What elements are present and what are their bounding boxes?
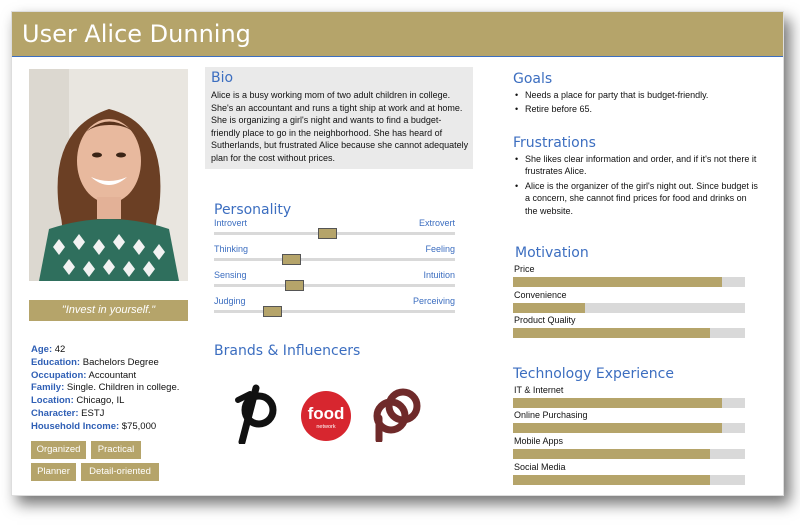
- tech-bar-fill: [513, 398, 722, 408]
- tech-title: Technology Experience: [513, 366, 674, 382]
- trait-marker: [282, 254, 301, 265]
- tech-bar-fill: [513, 449, 710, 459]
- bio-box: [205, 67, 473, 169]
- motivation-bar-fill: [513, 328, 710, 338]
- motivation-row: [513, 290, 745, 316]
- tech-bar-track: [513, 398, 745, 408]
- frustrations-title: Frustrations: [513, 135, 596, 151]
- tag-detail-oriented: Detail-oriented: [81, 463, 159, 481]
- food-network-logo: [300, 390, 352, 447]
- tech-label: Online Purchasing: [514, 410, 588, 420]
- personality-row: [214, 296, 455, 322]
- food-logo-text: food: [307, 404, 345, 423]
- motivation-bar-track: [513, 328, 745, 338]
- motivation-label: Product Quality: [514, 315, 576, 325]
- info-key: Character:: [31, 407, 79, 419]
- tech-row: [513, 410, 745, 436]
- goal-item: • Retire before 65.: [513, 103, 753, 115]
- trait-marker: [285, 280, 304, 291]
- info-key: Location:: [31, 395, 74, 407]
- trait-right-label: Perceiving: [412, 296, 455, 306]
- tech-bar-track: [513, 475, 745, 485]
- persona-card: [11, 11, 784, 496]
- info-row: [31, 370, 179, 383]
- motivation-row: [513, 315, 745, 341]
- tech-row: [513, 385, 745, 411]
- tech-label: IT & Internet: [514, 385, 564, 395]
- personality-row: [214, 270, 455, 296]
- info-value: ESTJ: [81, 407, 105, 419]
- trait-track: [214, 284, 455, 287]
- tech-bar-fill: [513, 475, 710, 485]
- info-key: Family:: [31, 382, 65, 394]
- info-key: Age:: [31, 344, 53, 355]
- info-row: [31, 421, 179, 434]
- motivation-label: Convenience: [514, 290, 567, 300]
- tech-row: [513, 436, 745, 462]
- tech-label: Social Media: [514, 462, 566, 472]
- personality-row: [214, 218, 455, 244]
- goal-item: • Needs a place for party that is budget-friendly.: [513, 89, 753, 101]
- motivation-label: Price: [514, 264, 535, 274]
- tag-planner: Planner: [31, 463, 76, 481]
- info-value: Chicago, IL: [76, 395, 125, 407]
- tech-label: Mobile Apps: [514, 436, 564, 446]
- page-title: User Alice Dunning: [22, 20, 251, 48]
- info-value: 42: [54, 344, 66, 355]
- goals-list: [513, 89, 753, 118]
- motivation-bar-fill: [513, 303, 585, 313]
- info-row: [31, 344, 179, 357]
- personality-row: [214, 244, 455, 270]
- quote-banner: "Invest in yourself.": [29, 300, 188, 321]
- info-list: [31, 344, 179, 434]
- info-row: [31, 382, 179, 395]
- trait-marker: [263, 306, 282, 317]
- tag-organized: Organized: [31, 441, 86, 459]
- tech-bar-fill: [513, 423, 722, 433]
- motivation-row: [513, 264, 745, 290]
- trait-track: [214, 310, 455, 313]
- info-value: Single. Children in college.: [66, 382, 180, 394]
- goals-title: Goals: [513, 71, 553, 87]
- motivation-bar-track: [513, 277, 745, 287]
- info-key: Household Income:: [31, 420, 120, 432]
- info-row: [31, 395, 179, 408]
- motivation-title: Motivation: [515, 245, 589, 261]
- trait-marker: [318, 228, 337, 239]
- frustration-item: • She likes clear information and order, and if it's not there it frustrates Alice.: [513, 153, 758, 178]
- tech-row: [513, 462, 745, 488]
- info-value: $75,000: [121, 420, 157, 432]
- info-key: Occupation:: [31, 369, 87, 381]
- trait-left-label: Judging: [214, 296, 246, 306]
- info-key: Education:: [31, 356, 81, 368]
- header-bar: [12, 12, 783, 57]
- motivation-bar-fill: [513, 277, 722, 287]
- frustration-item: • Alice is the organizer of the girl's night out. Since budget is a concern, she cannot find prices for food and drinks on the website.: [513, 180, 758, 217]
- trait-right-label: Intuition: [423, 270, 455, 280]
- tech-bar-track: [513, 423, 745, 433]
- bio-text: Alice is a busy working mom of two adult children in college. She's an accountant and runs a tight ship at work and at home. She is organizing a girl's night and wants to find a budget-friendly place to go in the neighborhood. She has heard of Sutherlands, but frustrated Alice because she cannot adequately plan for the cost without prices.: [211, 90, 469, 163]
- trait-left-label: Introvert: [214, 218, 248, 228]
- frustrations-list: [513, 153, 758, 219]
- info-value: Bachelors Degree: [82, 356, 159, 368]
- personality-title: Personality: [214, 202, 292, 218]
- trait-track: [214, 258, 455, 261]
- food-logo-sub: network: [316, 424, 336, 430]
- peloton-logo-icon: [232, 384, 280, 449]
- trait-right-label: Extrovert: [418, 218, 455, 228]
- trait-left-label: Sensing: [214, 270, 247, 280]
- pinterest-style-logo-icon: [371, 384, 423, 447]
- motivation-bar-track: [513, 303, 745, 313]
- tag-practical: Practical: [91, 441, 141, 459]
- bio-title: Bio: [211, 70, 234, 86]
- tech-bar-track: [513, 449, 745, 459]
- info-row: [31, 357, 179, 370]
- brands-title: Brands & Influencers: [214, 343, 361, 359]
- info-value: Accountant: [88, 369, 137, 381]
- trait-left-label: Thinking: [214, 244, 249, 254]
- trait-right-label: Feeling: [425, 244, 455, 254]
- info-row: [31, 408, 179, 421]
- profile-photo: [29, 69, 188, 281]
